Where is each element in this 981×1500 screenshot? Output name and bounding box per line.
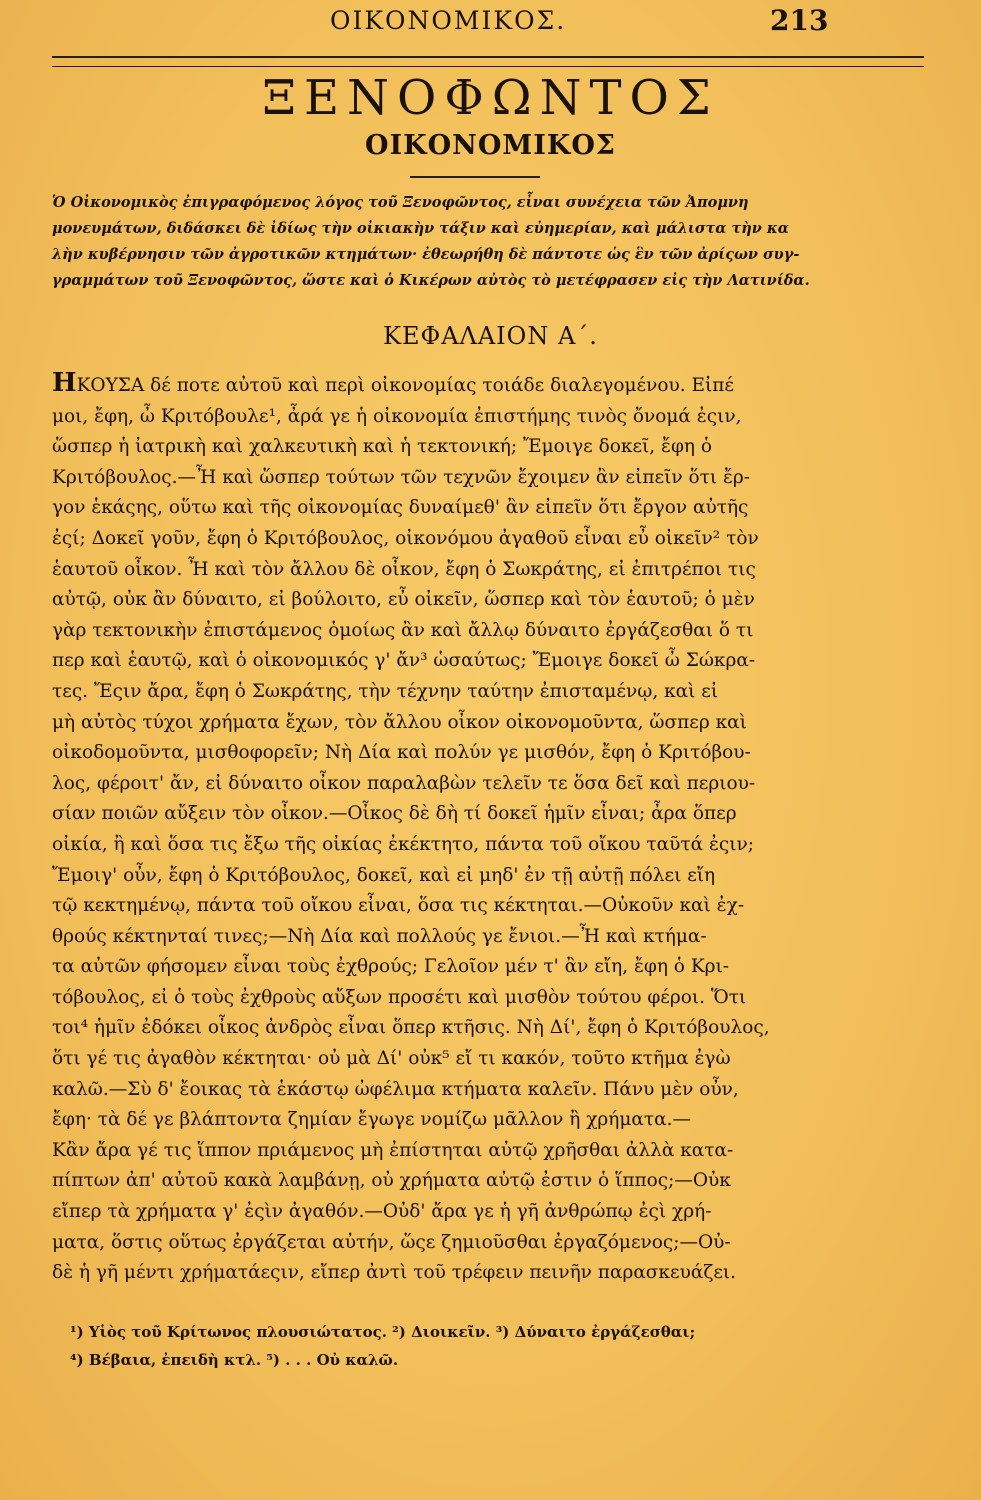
- body-line: θρούς κέκτηνταί τινες;—Νὴ Δία καὶ πολλούς γε ἔνιοι.—Ἦ καὶ κτήμα-: [52, 925, 707, 947]
- body-line: δὲ ἡ γῆ μέντι χρήματάεςιν, εἴπερ ἀντὶ τοῦ τρέφειν πεινῆν παρασκευάζει.: [52, 1262, 737, 1284]
- header-double-rule: [52, 56, 924, 67]
- body-line: τα αὐτῶν φήσομεν εἶναι τοὺς ἐχθρούς; Γελοῖον μέν τ' ἂν εἴη, ἔφη ὁ Κρι-: [52, 956, 730, 978]
- intro-paragraph: [52, 190, 932, 294]
- body-line: ὥσπερ ἡ ἰατρικὴ καὶ χαλκευτικὴ καὶ ἡ τεκτονική; Ἔμοιγε δοκεῖ, ἔφη ὁ: [52, 436, 713, 458]
- intro-line: Ὁ Οἰκονομικὸς ἐπιγραφόμενος λόγος τοῦ Ξενοφῶντος, εἶναι συνέχεια τῶν Ἀπομνη: [52, 194, 749, 211]
- body-line: ματα, ὅστις οὕτως ἐργάζεται αὐτήν, ὥςε ζημιοῦσθαι ἐργαζόμενος;—Οὐ-: [52, 1231, 731, 1253]
- author-title: ΞΕΝΟΦΩΝΤΟΣ: [262, 70, 719, 126]
- first-line-text: ΚΟΥΣΑ δέ ποτε αὐτοῦ καὶ περὶ οἰκονομίας τοιάδε διαλεγομένου. Εἰπέ: [76, 375, 734, 396]
- title-rule: [410, 176, 540, 178]
- body-line: Ἔμοιγ' οὖν, ἔφη ὁ Κριτόβουλος, δοκεῖ, καὶ εἰ μηδ' ἐν τῇ αὐτῇ πόλει εἴη: [52, 864, 716, 886]
- body-line: γον ἑκάςης, οὕτω καὶ τῆς οἰκονομίας δυναίμεθ' ἂν εἰπεῖν ὅτι ἔργον αὐτῆς: [52, 497, 749, 519]
- body-line: ἐςί; Δοκεῖ γοῦν, ἔφη ὁ Κριτόβουλος, οἰκονόμου ἀγαθοῦ εἶναι εὖ οἰκεῖν² τὸν: [52, 527, 759, 549]
- running-title: ΟΙΚΟΝΟΜΙΚΟΣ.: [330, 6, 567, 35]
- intro-line: μονευμάτων, διδάσκει δὲ ἰδίως τὴν οἰκιακὴν τάξιν καὶ εὐημερίαν, καὶ μάλιστα τὴν κα: [52, 220, 789, 237]
- chapter-heading: ΚΕΦΑΛΑΙΟΝ Α΄.: [383, 322, 598, 350]
- body-line: πίπτων ἀπ' αὐτοῦ κακὰ λαμβάνῃ, οὐ χρήματα αὐτῷ ἐστιν ὁ ἵππος;—Οὐκ: [52, 1170, 731, 1192]
- body-line: λος, φέροιτ' ἄν, εἰ δύναιτο οἶκον παραλαβὼν τελεῖν τε ὅσα δεῖ καὶ περιου-: [52, 772, 756, 794]
- body-line: τῷ κεκτημένῳ, πάντα τοῦ οἴκου εἶναι, ὅσα τις κέκτηται.—Οὐκοῦν καὶ ἐχ-: [52, 895, 745, 917]
- body-line: μὴ αὐτὸς τύχοι χρήματα ἔχων, τὸν ἄλλου οἶκον οἰκονομοῦντα, ὥσπερ καὶ: [52, 711, 747, 733]
- body-line: περ καὶ ἑαυτῷ, καὶ ὁ οἰκονομικός γ' ἄν³ ὡσαύτως; Ἔμοιγε δοκεῖ ὦ Σώκρα-: [52, 650, 756, 672]
- body-line: οἰκοδομοῦντα, μισθοφορεῖν; Νὴ Δία καὶ πολύν γε μισθόν, ἔφη ὁ Κριτόβου-: [52, 742, 751, 764]
- body-line: αὐτῷ, οὐκ ἂν δύναιτο, εἰ βούλοιτο, εὖ οἰκεῖν, ὥσπερ καὶ τὸν ἑαυτοῦ; ὁ μὲν: [52, 589, 755, 611]
- body-text: [52, 368, 932, 1289]
- running-head: [0, 4, 981, 42]
- intro-line: γραμμάτων τοῦ Ξενοφῶντος, ὥστε καὶ ὁ Κικέρων αὐτὸς τὸ μετέφρασεν εἰς τὴν Λατινίδα.: [52, 272, 810, 289]
- footnotes: [70, 1318, 930, 1374]
- body-line: σίαν ποιῶν αὔξειν τὸν οἶκον.—Οἶκος δὲ δὴ τί δοκεῖ ἡμῖν εἶναι; ἆρα ὅπερ: [52, 803, 737, 825]
- body-line: ὅτι γέ τις ἀγαθὸν κέκτηται· οὐ μὰ Δί' οὐκ⁵ εἴ τι κακόν, τοῦτο κτῆμα ἐγὼ: [52, 1048, 731, 1070]
- body-line: ἑαυτοῦ οἶκον. Ἦ καὶ τὸν ἄλλου δὲ οἶκον, ἔφη ὁ Σωκράτης, εἰ ἐπιτρέποι τις: [52, 558, 756, 580]
- body-line: μοι, ἔφη, ὦ Κριτόβουλε¹, ἆρά γε ἡ οἰκονομία ἐπιστήμης τινὸς ὄνομά ἐςιν,: [52, 405, 742, 427]
- body-line: ἔφη· τὰ δέ γε βλάπτοντα ζημίαν ἔγωγε νομίζω μᾶλλον ἢ χρήματα.—: [52, 1109, 691, 1131]
- footnote-line: ¹) Υἱὸς τοῦ Κρίτωνος πλουσιώτατος. ²) Διοικεῖν. ³) Δύναιτο ἐργάζεσθαι;: [70, 1323, 696, 1341]
- body-line: Κριτόβουλος.—Ἦ καὶ ὥσπερ τούτων τῶν τεχνῶν ἔχοιμεν ἂν εἰπεῖν ὅτι ἔρ-: [52, 466, 751, 488]
- drop-cap: Η: [52, 368, 77, 398]
- work-title: ΟΙΚΟΝΟΜΙΚΟΣ: [365, 130, 616, 161]
- body-line: καλῶ.—Σὺ δ' ἔοικας τὰ ἑκάστῳ ὠφέλιμα κτήματα καλεῖν. Πάνυ μὲν οὖν,: [52, 1078, 739, 1100]
- intro-line: λὴν κυβέρνησιν τῶν ἀγροτικῶν κτημάτων· ἐθεωρήθη δὲ πάντοτε ὡς ἓν τῶν ἀρίςων συγ-: [52, 246, 800, 263]
- body-line-first: [52, 368, 932, 402]
- page-number: 213: [770, 4, 829, 37]
- body-line: τες. Ἔςιν ἄρα, ἔφη ὁ Σωκράτης, τὴν τέχνην ταύτην ἐπισταμένῳ, καὶ εἰ: [52, 680, 719, 702]
- footnote-line: ⁴) Βέβαια, ἐπειδὴ κτλ. ⁵) . . . Οὐ καλῶ.: [70, 1351, 399, 1369]
- body-line: τοι⁴ ἡμῖν ἐδόκει οἶκος ἀνδρὸς εἶναι ὅπερ κτῆσις. Νὴ Δί', ἔφη ὁ Κριτόβουλος,: [52, 1017, 770, 1039]
- body-line: οἰκία, ἢ καὶ ὅσα τις ἔξω τῆς οἰκίας ἐκέκτητο, πάντα τοῦ οἴκου ταῦτά ἐςιν;: [52, 833, 754, 855]
- body-line: εἴπερ τὰ χρήματα γ' ἐςὶν ἀγαθόν.—Οὐδ' ἄρα γε ἡ γῆ ἀνθρώπῳ ἐςὶ χρή-: [52, 1201, 712, 1223]
- body-line: τόβουλος, εἰ ὁ τοὺς ἐχθροὺς αὔξων προσέτι καὶ μισθὸν τούτου φέροι. Ὅτι: [52, 986, 747, 1008]
- body-line: γὰρ τεκτονικὴν ἐπιστάμενος ὁμοίως ἂν καὶ ἄλλῳ δύναιτο ἐργάζεσθαι ὅ τι: [52, 619, 754, 641]
- body-line: Κἂν ἄρα γέ τις ἵππον πριάμενος μὴ ἐπίστηται αὐτῷ χρῆσθαι ἀλλὰ κατα-: [52, 1139, 734, 1161]
